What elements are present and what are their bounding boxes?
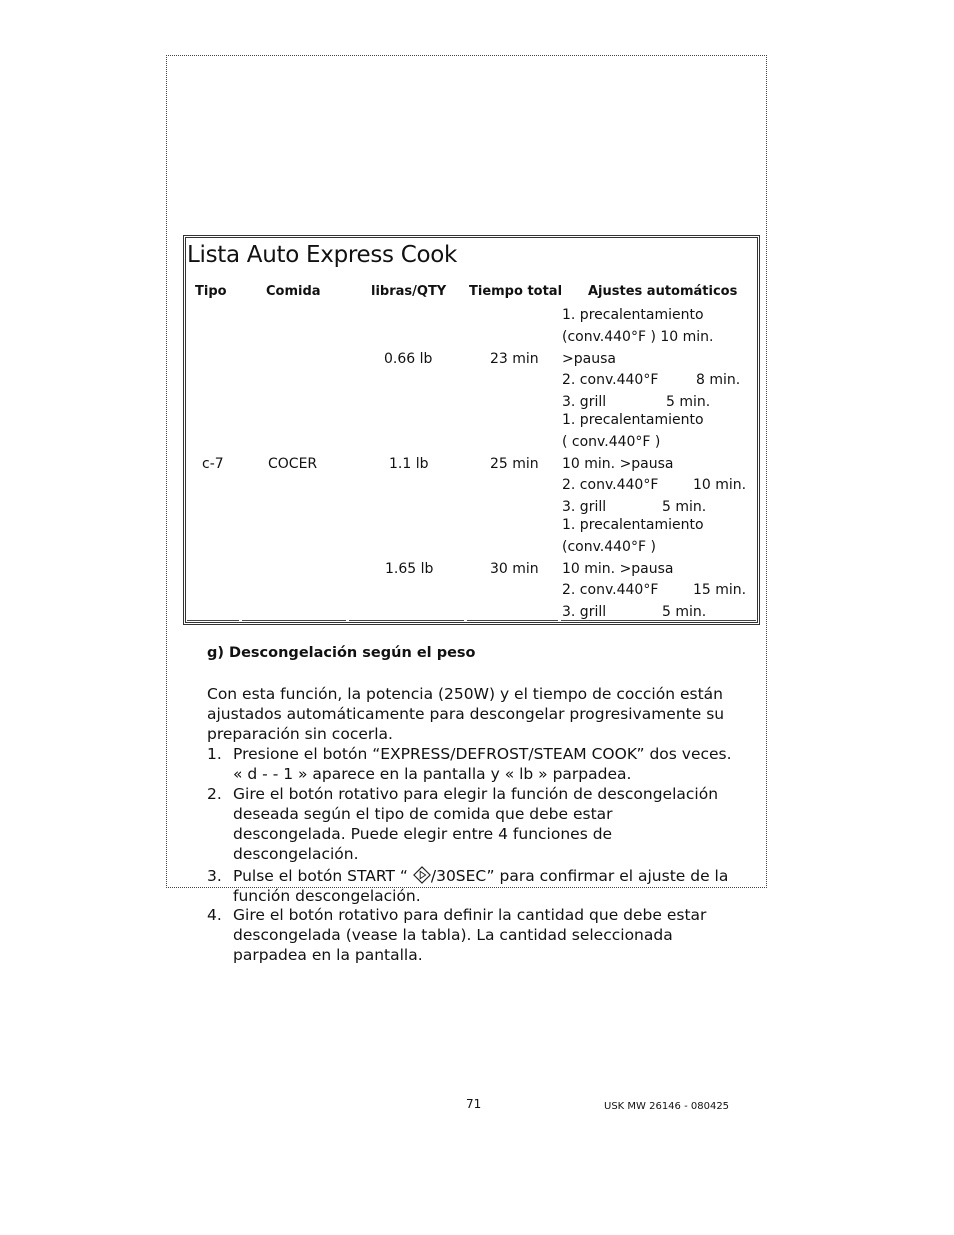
step-line: descongelación.: [233, 845, 359, 863]
step-number: 2.: [207, 785, 222, 803]
ajuste-row2-line2: ( conv.440°F ): [562, 434, 661, 450]
step-text-pre: Pulse el botón START “: [233, 867, 413, 885]
step-line: Gire el botón rotativo para elegir la función de descongelación: [233, 785, 719, 803]
table-title: Lista Auto Express Cook: [187, 242, 458, 268]
column-rule: [242, 620, 346, 621]
header-tiempo: Tiempo total: [469, 284, 563, 299]
cell-tiempo-row3: 30 min: [490, 561, 539, 577]
header-libras: libras/QTY: [371, 284, 447, 299]
ajuste-row3-line1: 1. precalentamiento: [562, 517, 704, 533]
cell-libras-row1: 0.66 lb: [384, 351, 433, 367]
cell-tipo: c-7: [202, 456, 224, 472]
header-comida: Comida: [266, 284, 321, 299]
ajuste-row3-line2: (conv.440°F ): [562, 539, 656, 555]
intro-paragraph: [207, 684, 747, 744]
cell-tiempo-row1: 23 min: [490, 351, 539, 367]
ajuste-row2-line4: 2. conv.440°F: [562, 477, 659, 493]
cell-libras-row3: 1.65 lb: [385, 561, 434, 577]
step-line: descongelada (vease la tabla). La cantidad seleccionada: [233, 926, 673, 944]
step-number: 1.: [207, 745, 222, 763]
step-text-post: /30SEC” para confirmar el ajuste de la: [430, 867, 729, 885]
ajuste-row3-line4: 2. conv.440°F: [562, 582, 659, 598]
section-heading: g) Descongelación según el peso: [207, 645, 476, 661]
header-tipo: Tipo: [195, 284, 227, 299]
intro-line: preparación sin cocerla.: [207, 725, 393, 743]
ajuste-row2-line5: 3. grill: [562, 499, 607, 515]
ajuste-row1-time4: 8 min.: [696, 372, 741, 388]
step-line: Presione el botón “EXPRESS/DEFROST/STEAM COOK” dos veces.: [233, 745, 732, 763]
cell-tiempo-row2: 25 min: [490, 456, 539, 472]
intro-line: ajustados automáticamente para descongelar progresivamente su: [207, 705, 725, 723]
ajuste-row1-line5: 3. grill: [562, 394, 607, 410]
cell-libras-row2: 1.1 lb: [389, 456, 429, 472]
ajuste-row2-line1: 1. precalentamiento: [562, 412, 704, 428]
step-line: descongelada. Puede elegir entre 4 funciones de: [233, 825, 613, 843]
step-number: 3.: [207, 867, 222, 885]
step-line: « d - - 1 » aparece en la pantalla y « lb » parpadea.: [233, 765, 632, 783]
ajuste-row3-line5: 3. grill: [562, 604, 607, 620]
ajuste-row1-time5: 5 min.: [666, 394, 711, 410]
document-code: USK MW 26146 - 080425: [604, 1101, 730, 1112]
column-rule: [561, 620, 756, 621]
step-line: Gire el botón rotativo para definir la cantidad que debe estar: [233, 906, 707, 924]
ajuste-row3-line3: 10 min. >pausa: [562, 561, 674, 577]
step-line: parpadea en la pantalla.: [233, 946, 423, 964]
header-ajustes: Ajustes automáticos: [588, 284, 738, 299]
intro-line: Con esta función, la potencia (250W) y el tiempo de cocción están: [207, 685, 723, 703]
step-line: función descongelación.: [233, 887, 421, 905]
column-rule: [349, 620, 464, 621]
ajuste-row2-line3: 10 min. >pausa: [562, 456, 674, 472]
ajuste-row1-line4: 2. conv.440°F: [562, 372, 659, 388]
ajuste-row1-line3: >pausa: [562, 351, 616, 367]
ajuste-row3-time5: 5 min.: [662, 604, 707, 620]
ajuste-row2-time4: 10 min.: [693, 477, 747, 493]
column-rule: [187, 620, 239, 621]
column-rule: [467, 620, 558, 621]
start-diamond-icon: [413, 866, 431, 884]
step-line: [233, 866, 748, 886]
ajuste-row1-line2: (conv.440°F ) 10 min.: [562, 329, 714, 345]
ajuste-row2-time5: 5 min.: [662, 499, 707, 515]
ajuste-row1-line1: 1. precalentamiento: [562, 307, 704, 323]
step-line: deseada según el tipo de comida que debe estar: [233, 805, 613, 823]
step-number: 4.: [207, 906, 222, 924]
ajuste-row3-time4: 15 min.: [693, 582, 747, 598]
page-number: 71: [466, 1097, 482, 1111]
cell-comida: COCER: [268, 456, 318, 472]
